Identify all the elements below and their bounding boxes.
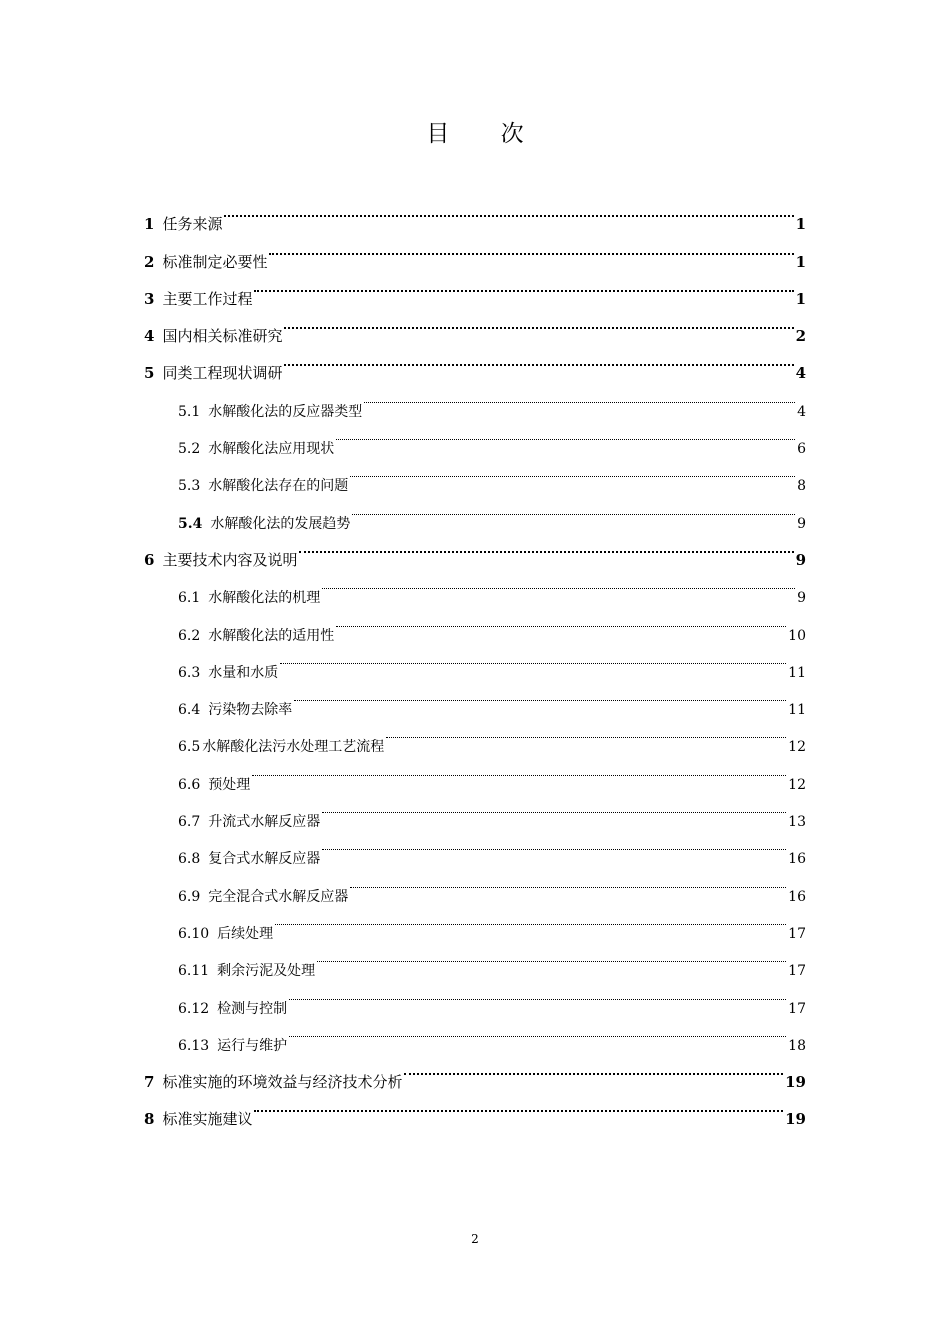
toc-entry-page: 11: [788, 702, 806, 719]
toc-entry-number: 5.4: [178, 515, 203, 532]
toc-entry-page: 6: [797, 441, 806, 458]
toc-entry-page: 17: [788, 925, 806, 942]
toc-entry-number: 6.10: [178, 925, 210, 942]
toc-entry-page: 9: [797, 515, 806, 532]
toc-entry-number: 4: [144, 327, 155, 346]
toc-entry-number: 6.3: [178, 664, 201, 681]
dot-leader: [254, 267, 793, 304]
toc-entry-label: 国内相关标准研究: [162, 327, 283, 346]
toc-entry-label: 污染物去除率: [208, 702, 293, 719]
toc-entry-page: 18: [788, 1037, 806, 1054]
toc-entry-page: 1: [795, 252, 806, 271]
toc-entry-label: 预处理: [208, 776, 251, 793]
toc-entry-page: 9: [795, 550, 806, 569]
dot-leader: [336, 602, 786, 639]
toc-entry-label: 任务来源: [162, 215, 223, 234]
toc-entry-page: 4: [797, 403, 806, 420]
toc-entry-label: 水解酸化法的适用性: [208, 627, 335, 644]
toc-entry-page: 4: [795, 364, 806, 383]
dot-leader: [364, 378, 795, 415]
toc-entry-number: 6.11: [178, 963, 210, 980]
toc-entry-label: 主要技术内容及说明: [162, 550, 298, 569]
toc-entry-number: 5.1: [178, 403, 201, 420]
toc-entry-page: 1: [795, 289, 806, 308]
dot-leader: [275, 901, 786, 938]
toc-entry-number: 5.2: [178, 441, 201, 458]
toc-entry-number: 8: [144, 1110, 155, 1129]
toc-entry-label: 水解酸化法的机理: [208, 590, 321, 607]
toc-entry-page: 17: [788, 1000, 806, 1017]
dot-leader: [404, 1050, 783, 1087]
toc-entry-number: 6.4: [178, 702, 201, 719]
toc-entry-label: 主要工作过程: [162, 289, 253, 308]
toc-entry-page: 12: [788, 776, 806, 793]
toc-entry-label: 水解酸化法的反应器类型: [208, 403, 363, 420]
toc-entry-label: 同类工程现状调研: [162, 364, 283, 383]
toc-title: 目 次: [426, 121, 546, 147]
dot-leader: [322, 826, 786, 863]
toc-entry-label: 完全混合式水解反应器: [208, 888, 349, 905]
dot-leader: [252, 751, 786, 788]
toc-entry-page: 17: [788, 963, 806, 980]
dot-leader: [284, 341, 793, 378]
dot-leader: [352, 490, 795, 527]
toc-entry-number: 6.7: [178, 814, 201, 831]
toc-entry-page: 16: [788, 851, 806, 868]
toc-entry-number: 5: [144, 364, 155, 383]
toc-entry-label: 运行与维护: [217, 1037, 288, 1054]
dot-leader: [269, 229, 793, 266]
toc-entry-label: 水解酸化法的发展趋势: [210, 515, 351, 532]
toc-entry[interactable]: [144, 192, 806, 234]
toc-entry-label: 水解酸化法存在的问题: [208, 478, 349, 495]
toc-entry-number: 6.13: [178, 1037, 210, 1054]
toc-entry-label: 标准实施的环境效益与经济技术分析: [162, 1073, 403, 1092]
toc-entry-label: 检测与控制: [217, 1000, 288, 1017]
toc-entry-page: 19: [785, 1110, 806, 1129]
dot-leader: [299, 528, 793, 565]
toc-entry-number: 6.12: [178, 1000, 210, 1017]
toc-entry-page: 16: [788, 888, 806, 905]
toc-entry-number: 6.2: [178, 627, 201, 644]
dot-leader: [322, 565, 795, 602]
toc-entry-label: 后续处理: [217, 925, 274, 942]
toc-entry-page: 8: [797, 478, 806, 495]
toc-entry-page: 19: [785, 1073, 806, 1092]
toc-entry-page: 12: [788, 739, 806, 756]
dot-leader: [386, 714, 786, 751]
toc-entry-page: 10: [788, 627, 806, 644]
toc-entry-label: 剩余污泥及处理: [217, 963, 316, 980]
toc-entry-number: 3: [144, 289, 155, 308]
toc-entry-label: 水解酸化法应用现状: [208, 441, 335, 458]
dot-leader: [317, 938, 786, 975]
page-number: 2: [471, 1232, 479, 1246]
dot-leader: [350, 863, 786, 900]
dot-leader: [289, 975, 786, 1012]
toc-entry-page: 2: [795, 327, 806, 346]
toc-entry-number: 5.3: [178, 478, 201, 495]
toc-entry-page: 1: [795, 215, 806, 234]
dot-leader: [294, 677, 786, 714]
toc-entry-page: 13: [788, 814, 806, 831]
toc-entry-number: 2: [144, 252, 155, 271]
dot-leader: [289, 1013, 786, 1050]
dot-leader: [284, 304, 793, 341]
dot-leader: [254, 1087, 783, 1124]
dot-leader: [350, 453, 795, 490]
toc-entry-number: 6: [144, 550, 155, 569]
toc-entry-label: 标准实施建议: [162, 1110, 253, 1129]
toc-entry-number: 6.1: [178, 590, 201, 607]
toc-entry-page: 9: [797, 590, 806, 607]
dot-leader: [280, 640, 786, 677]
dot-leader: [224, 192, 793, 229]
toc-entry-number: 7: [144, 1073, 155, 1092]
toc-entry-number: 6.6: [178, 776, 201, 793]
toc-entry-number: 6.8: [178, 851, 201, 868]
toc-entry[interactable]: [144, 229, 806, 271]
toc-entry-number: 6.9: [178, 888, 201, 905]
toc-entry-number: 1: [144, 215, 155, 234]
dot-leader: [322, 789, 786, 826]
toc-entry-label: 水量和水质: [208, 664, 279, 681]
toc-entry-label: 复合式水解反应器: [208, 851, 321, 868]
toc-entry-number: 6.5: [178, 739, 201, 756]
toc-entry-label: 水解酸化法污水处理工艺流程: [202, 739, 385, 756]
toc-entry-page: 11: [788, 664, 806, 681]
table-of-contents: [144, 192, 806, 1129]
dot-leader: [336, 416, 795, 453]
toc-entry-label: 标准制定必要性: [162, 252, 268, 271]
toc-entry-label: 升流式水解反应器: [208, 814, 321, 831]
